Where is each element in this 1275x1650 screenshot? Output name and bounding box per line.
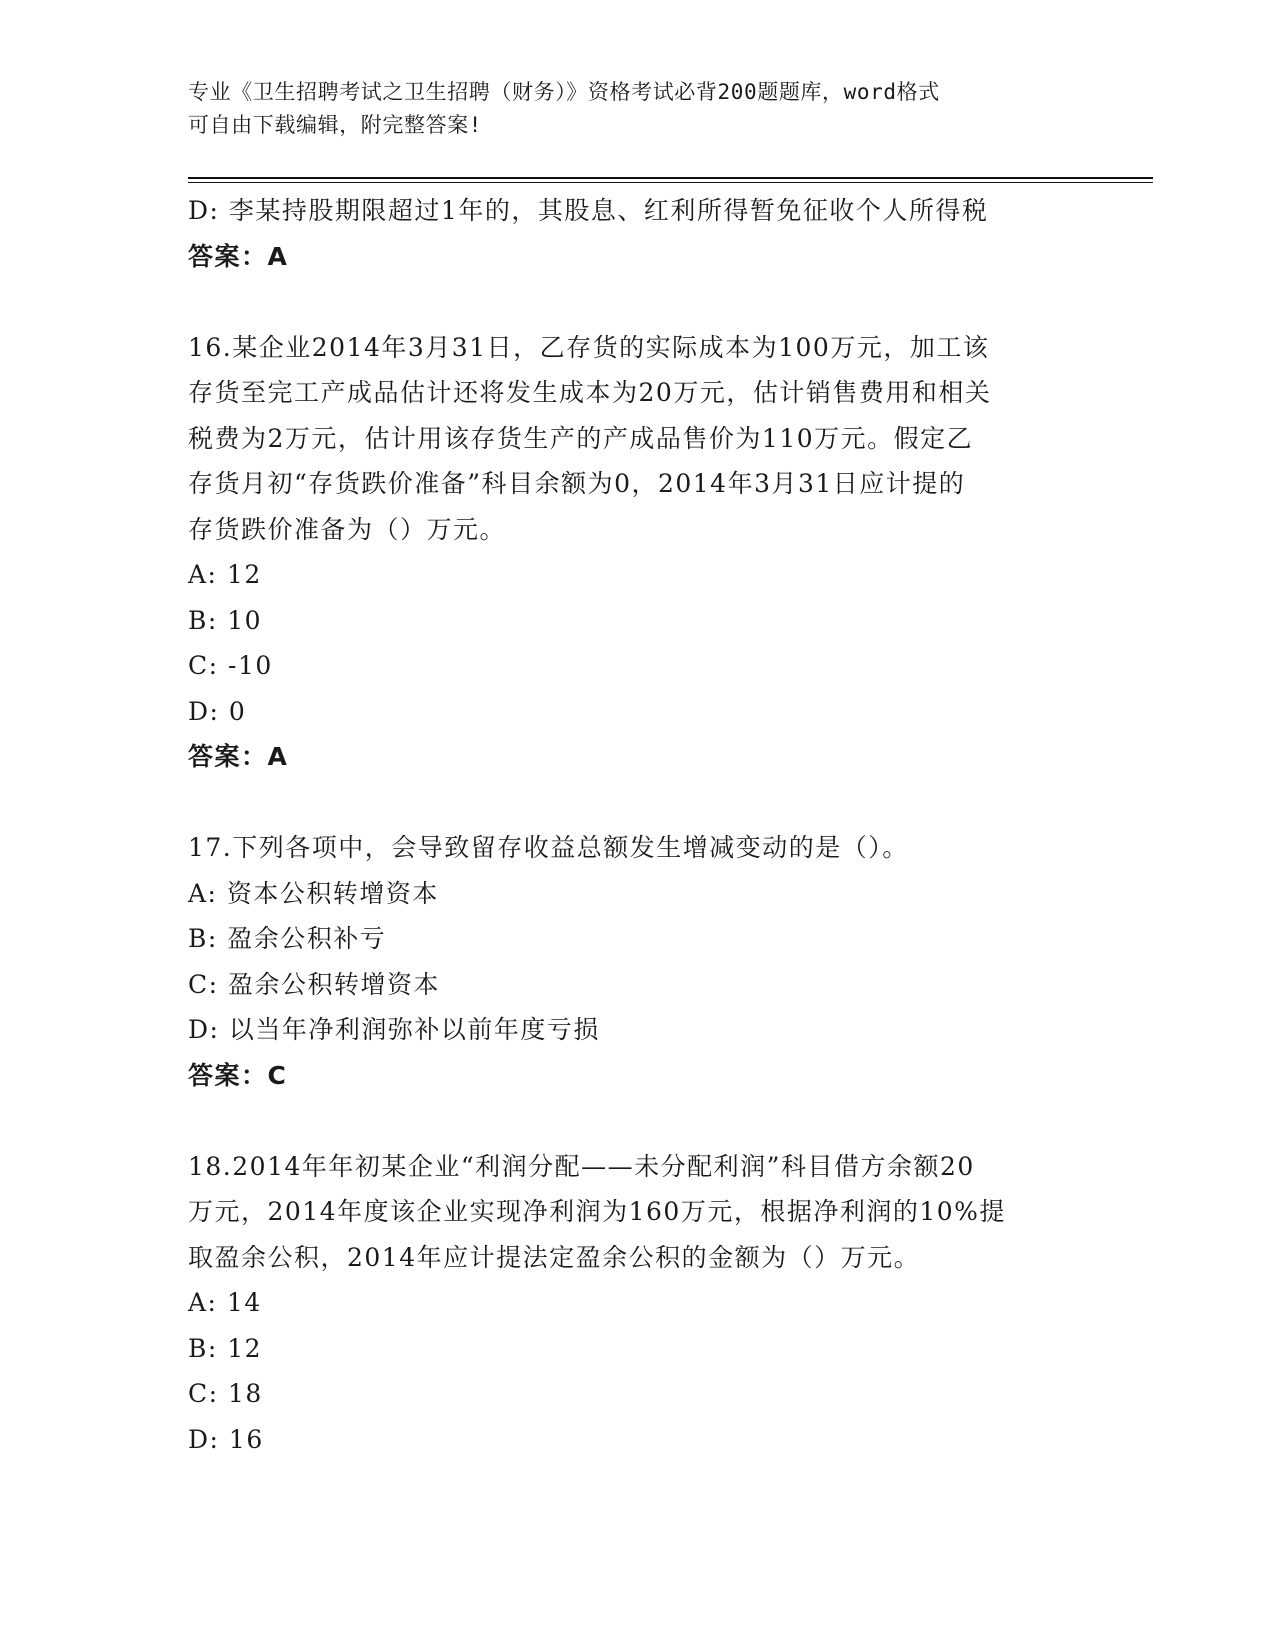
header-title-line-2: 可自由下载编辑，附完整答案! — [188, 113, 483, 137]
question-17 — [188, 825, 1088, 1098]
question-17-answer: 答案：C — [188, 1060, 288, 1090]
question-16-option-d: D: 0 — [188, 696, 247, 726]
question-16-option-a: A: 12 — [188, 560, 262, 589]
spacer — [188, 279, 1088, 325]
question-16-option-c: C: -10 — [188, 651, 273, 680]
question-17-stem-line: 17.下列各项中，会导致留存收益总额发生增减变动的是（）。 — [188, 833, 909, 862]
question-16-option-b: B: 10 — [188, 605, 263, 635]
question-17-option-a: A: 资本公积转增资本 — [188, 878, 439, 908]
question-17-option-b: B: 盈余公积补亏 — [188, 924, 387, 953]
question-18 — [188, 1144, 1088, 1463]
question-16-stem-line: 存货至完工产成品估计还将发生成本为20万元，估计销售费用和相关 — [188, 378, 992, 407]
spacer — [188, 780, 1088, 826]
prev-option-d: D: 李某持股期限超过1年的，其股息、红利所得暂免征收个人所得税 — [188, 196, 989, 225]
question-18-option-b: B: 12 — [188, 1333, 263, 1363]
question-18-option-a: A: 14 — [188, 1288, 262, 1317]
question-16-answer: 答案：A — [188, 742, 289, 771]
document-header — [188, 76, 1068, 142]
question-16-stem-line: 16.某企业2014年3月31日，乙存货的实际成本为100万元，加工该 — [188, 332, 990, 362]
question-18-stem-line: 取盈余公积，2014年应计提法定盈余公积的金额为（）万元。 — [188, 1242, 921, 1272]
question-18-stem-line: 18.2014年年初某企业“利润分配——未分配利润”科目借方余额20 — [188, 1151, 975, 1181]
question-18-option-d: D: 16 — [188, 1424, 264, 1454]
header-divider-thick — [188, 177, 1153, 179]
question-17-option-c: C: 盈余公积转增资本 — [188, 969, 440, 999]
question-16-stem-line: 存货月初“存货跌价准备”科目余额为0，2014年3月31日应计提的 — [188, 469, 966, 498]
question-16-stem-line: 税费为2万元，估计用该存货生产的产成品售价为110万元。假定乙 — [188, 423, 974, 453]
header-title-line-1: 专业《卫生招聘考试之卫生招聘（财务）》资格考试必背200题题库，word格式 — [188, 80, 940, 104]
question-18-option-c: C: 18 — [188, 1379, 263, 1408]
header-divider-thin — [188, 182, 1153, 183]
question-16 — [188, 325, 1088, 780]
question-18-stem-line: 万元，2014年度该企业实现净利润为160万元，根据净利润的10%提 — [188, 1197, 1006, 1226]
spacer — [188, 1098, 1088, 1144]
question-17-option-d: D: 以当年净利润弥补以前年度亏损 — [188, 1015, 600, 1044]
question-content — [188, 188, 1088, 1462]
prev-answer: 答案：A — [188, 241, 289, 271]
question-16-stem-line: 存货跌价准备为（）万元。 — [188, 514, 507, 544]
